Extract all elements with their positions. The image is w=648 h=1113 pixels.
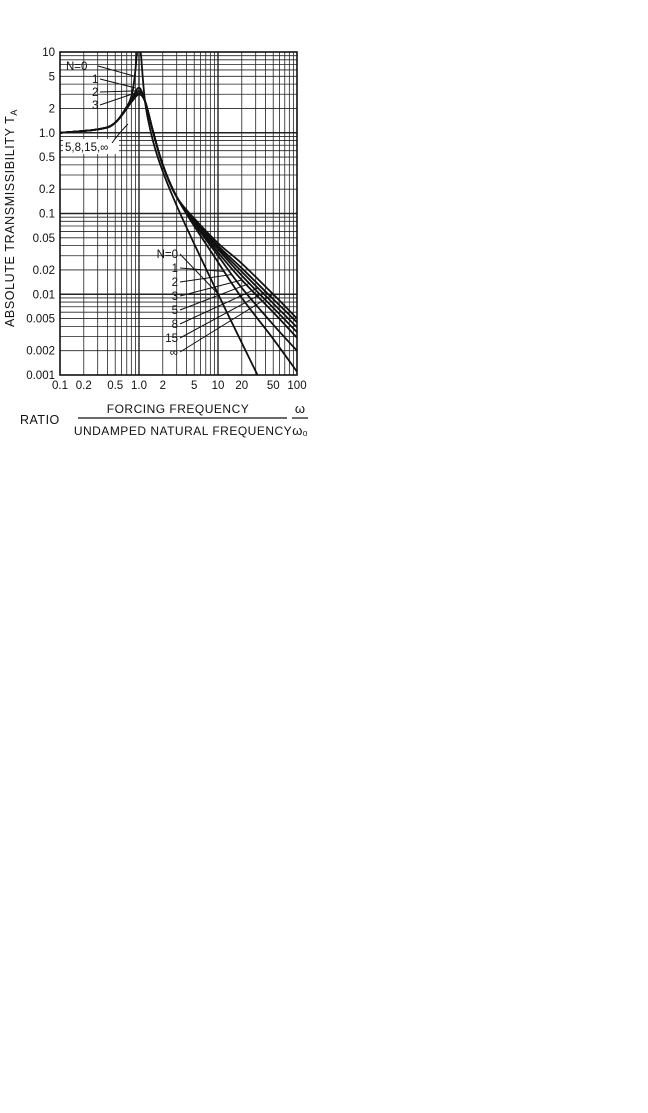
- y-tick-label: 0.2: [39, 184, 55, 197]
- series-line-7: [60, 94, 297, 318]
- lower-curve-label: 15: [165, 333, 178, 345]
- upper-curve-label: 3: [92, 100, 99, 112]
- y-tick-label: 0.5: [39, 152, 55, 165]
- upper-curve-label: 2: [92, 87, 99, 99]
- y-tick-label: 2: [48, 103, 55, 116]
- upper-leader-line: [98, 66, 135, 76]
- upper-leader-line: [100, 79, 135, 88]
- x-tick-label: 10: [211, 380, 225, 392]
- lower-curve-label: ∞: [169, 347, 178, 359]
- x-tick-label: 1.0: [131, 380, 147, 392]
- lower-curve-label: 3: [171, 291, 178, 303]
- upper-leader-line: [100, 91, 135, 92]
- y-axis-label-main: ABSOLUTE TRANSMISSIBILITY T: [3, 115, 17, 328]
- x-axis-label-denominator: UNDAMPED NATURAL FREQUENCY: [73, 424, 293, 438]
- y-tick-label: 0.001: [26, 370, 55, 382]
- x-tick-label: 20: [235, 380, 249, 392]
- group-leader-line: [112, 124, 128, 143]
- lower-curve-label: 8: [171, 319, 178, 331]
- y-tick-label: 0.005: [26, 313, 55, 326]
- x-tick-label: 2: [159, 380, 166, 392]
- upper-curve-label: 1: [92, 74, 99, 86]
- y-tick-label: 0.02: [32, 264, 55, 277]
- lower-curve-label: 5: [171, 305, 178, 317]
- x-axis-label-numerator: FORCING FREQUENCY: [106, 402, 250, 416]
- x-axis-symbol-denominator: ω₀: [292, 423, 308, 438]
- y-tick-label: 0.1: [39, 208, 55, 221]
- x-axis-symbol-numerator: ω: [294, 401, 306, 416]
- y-axis-label: [3, 109, 19, 327]
- y-tick-label: 5: [48, 71, 55, 84]
- x-axis-label-prefix: RATIO: [20, 413, 60, 427]
- x-tick-label: 0.5: [107, 380, 124, 392]
- y-axis-label-subscript: A: [9, 108, 19, 116]
- lower-curve-label: N=0: [156, 249, 178, 261]
- y-tick-label: 0.05: [32, 232, 55, 245]
- lower-curve-label: 1: [171, 263, 178, 275]
- x-tick-label: 0.1: [52, 380, 68, 392]
- y-tick-label: 0.002: [26, 345, 55, 358]
- y-tick-label: 0.01: [32, 289, 55, 302]
- upper-group-label: 5,8,15,∞: [65, 142, 109, 154]
- x-tick-label: 0.2: [75, 380, 92, 392]
- x-tick-label: 100: [287, 380, 307, 392]
- upper-curve-label: N=0: [66, 61, 88, 73]
- lower-curve-label: 2: [171, 277, 178, 289]
- y-tick-label: 10: [42, 47, 55, 59]
- lower-leader-line: [180, 292, 266, 338]
- x-tick-label: 50: [266, 380, 280, 392]
- x-tick-label: 5: [191, 380, 198, 392]
- y-tick-label: 1.0: [39, 127, 55, 140]
